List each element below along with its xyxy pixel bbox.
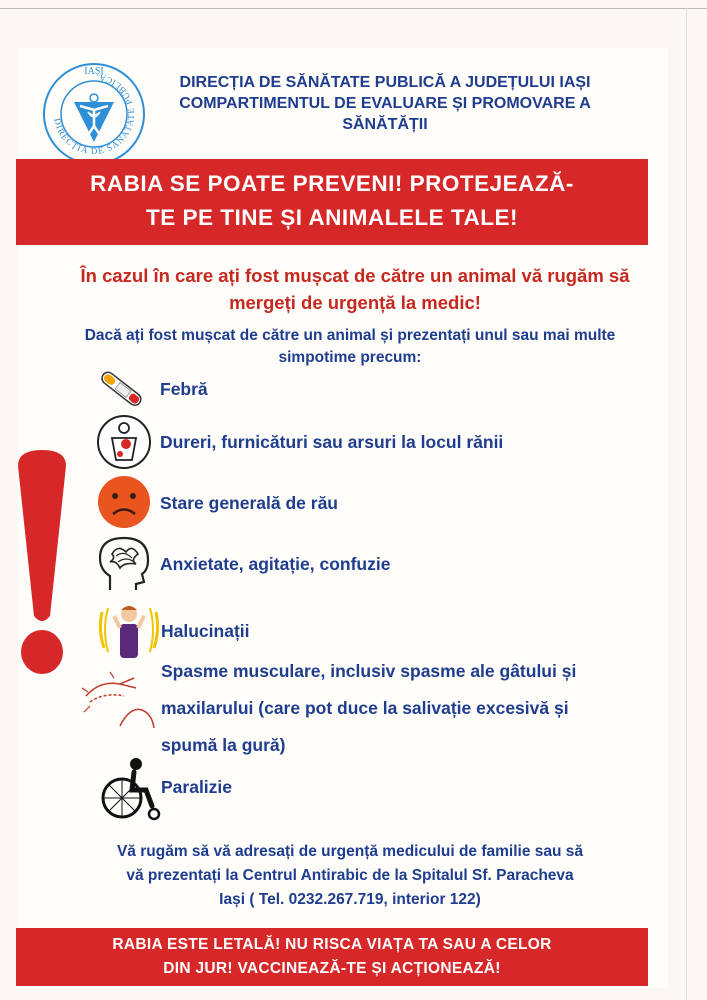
symptom-anxiety: Anxietate, agitație, confuzie — [160, 554, 391, 574]
exclamation-icon — [12, 448, 72, 678]
top-banner-line-2: TE PE TINE ȘI ANIMALELE TALE! — [145, 205, 518, 230]
top-banner-line-1: RABIA SE POATE PREVENI! PROTEJEAZĂ- — [90, 171, 574, 196]
wheelchair-icon — [96, 756, 162, 822]
symptom-pain: Dureri, furnicături sau arsuri la locul rănii — [160, 432, 504, 452]
footer-line-3: Iași ( Tel. 0232.267.719, interior 122) — [219, 891, 481, 908]
dsp-iasi-logo — [40, 60, 148, 168]
logo-top-text: IAȘI — [84, 66, 104, 77]
bottom-banner-line-2: DIN JUR! VACCINEAZĂ-TE ȘI ACȚIONEAZĂ! — [163, 960, 501, 977]
logo-ring-text: DIRECȚIA DE SĂNĂTATE PUBLICĂ — [52, 72, 137, 157]
bottom-banner — [16, 928, 648, 986]
red-intro-line-1: În cazul în care ați fost mușcat de către un animal vă rugăm să — [80, 265, 630, 286]
symptom-spasms-line-2: maxilarului (care pot duce la salivație excesivă și — [161, 698, 569, 718]
body-pain-icon — [96, 414, 152, 470]
symptom-unwell: Stare generală de rău — [160, 493, 338, 513]
muscle-spasm-icon — [80, 666, 160, 736]
symptom-spasms-line-3: spumă la gură) — [161, 735, 286, 755]
header-line-1: DIRECȚIA DE SĂNĂTATE PUBLICĂ A JUDEȚULUI IAȘI — [179, 74, 591, 91]
header-line-2: COMPARTIMENTUL DE EVALUARE ȘI PROMOVARE A — [179, 95, 591, 112]
anxious-head-icon — [96, 532, 154, 594]
red-intro-line-2: mergeți de urgență la medic! — [229, 292, 481, 313]
footer-line-2: vă prezentați la Centrul Antirabic de la Spitalul Sf. Paracheva — [126, 867, 574, 884]
symptom-spasms — [161, 653, 576, 764]
bottom-banner-line-1: RABIA ESTE LETALĂ! NU RISCA VIAȚA TA SAU A CELOR — [112, 936, 552, 953]
page-edge-right — [686, 8, 687, 1000]
symptom-paralysis: Paralizie — [161, 777, 233, 797]
symptom-spasms-line-1: Spasme musculare, inclusiv spasme ale gâtului și — [161, 661, 577, 681]
blue-intro — [30, 325, 670, 369]
blue-intro-line-2: simpotime precum: — [278, 349, 422, 366]
sad-face-icon — [96, 474, 152, 530]
blue-intro-line-1: Dacă ați fost mușcat de către un animal și prezentați unul sau mai multe — [84, 327, 616, 344]
top-banner — [16, 159, 648, 245]
header — [140, 72, 630, 135]
symptom-fever: Febră — [160, 379, 208, 399]
page-edge-top — [0, 8, 707, 9]
header-line-3: SĂNĂTĂȚII — [342, 116, 428, 133]
symptom-hallucinations: Halucinații — [161, 621, 250, 641]
footer-contact — [60, 840, 640, 912]
thermometer-icon — [94, 364, 152, 416]
footer-line-1: Vă rugăm să vă adresați de urgență medicului de familie sau să — [116, 843, 584, 860]
hallucination-figure-icon — [96, 600, 162, 660]
red-intro — [40, 262, 670, 316]
